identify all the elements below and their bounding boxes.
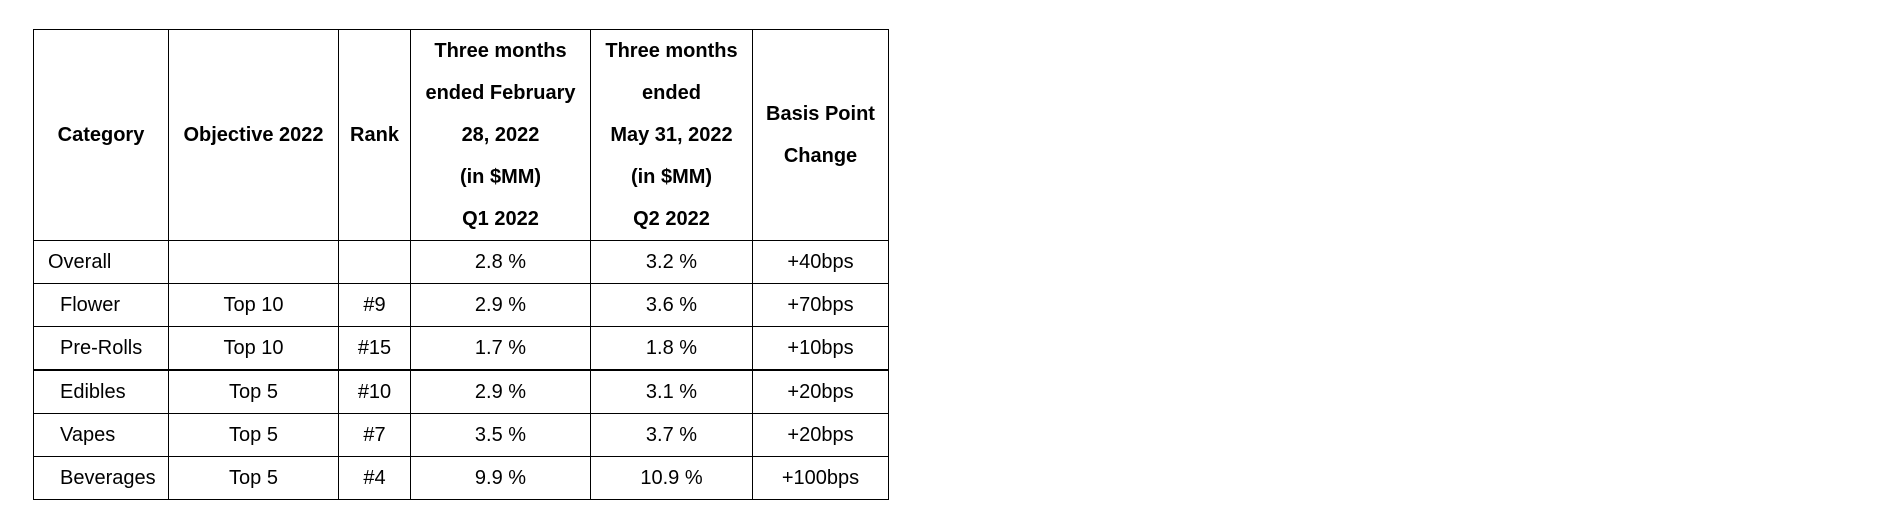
cell-objective: Top 5 bbox=[169, 370, 339, 414]
cell-objective: Top 5 bbox=[169, 414, 339, 457]
table-row bbox=[34, 370, 889, 414]
cell-q2: 1.8 % bbox=[591, 327, 753, 371]
header-q2-line: (in $MM) bbox=[630, 166, 713, 188]
header-q2-line: Q2 2022 bbox=[633, 208, 710, 230]
header-category: Category bbox=[34, 30, 169, 241]
table-row bbox=[34, 241, 889, 284]
cell-q2: 3.7 % bbox=[591, 414, 753, 457]
cell-objective: Top 10 bbox=[169, 327, 339, 371]
cell-category: Flower bbox=[34, 284, 169, 327]
header-row bbox=[34, 30, 889, 241]
header-q2-line: May 31, 2022 bbox=[610, 124, 733, 146]
header-basis-point-change bbox=[753, 30, 889, 241]
table-row bbox=[34, 414, 889, 457]
cell-bps: +20bps bbox=[753, 370, 889, 414]
cell-q1: 1.7 % bbox=[411, 327, 591, 371]
header-bps-line: Change bbox=[783, 145, 858, 167]
cell-rank: #10 bbox=[339, 370, 411, 414]
header-q2-line: Three months bbox=[605, 40, 738, 62]
cell-q2: 3.6 % bbox=[591, 284, 753, 327]
cell-rank: #7 bbox=[339, 414, 411, 457]
cell-bps: +40bps bbox=[753, 241, 889, 284]
header-q1-line: (in $MM) bbox=[459, 166, 542, 188]
cell-category: Vapes bbox=[34, 414, 169, 457]
cell-q1: 2.8 % bbox=[411, 241, 591, 284]
header-q1-line: Q1 2022 bbox=[462, 208, 539, 230]
market-share-table-container bbox=[33, 29, 889, 500]
cell-bps: +20bps bbox=[753, 414, 889, 457]
cell-objective: Top 5 bbox=[169, 457, 339, 500]
cell-bps: +100bps bbox=[753, 457, 889, 500]
cell-q2: 3.2 % bbox=[591, 241, 753, 284]
header-q1-line: Three months bbox=[434, 40, 567, 62]
cell-rank: #4 bbox=[339, 457, 411, 500]
cell-q1: 2.9 % bbox=[411, 370, 591, 414]
cell-q2: 10.9 % bbox=[591, 457, 753, 500]
cell-category: Beverages bbox=[34, 457, 169, 500]
cell-category: Edibles bbox=[34, 370, 169, 414]
cell-q1: 2.9 % bbox=[411, 284, 591, 327]
header-objective: Objective 2022 bbox=[169, 30, 339, 241]
cell-q2: 3.1 % bbox=[591, 370, 753, 414]
header-q2 bbox=[591, 30, 753, 241]
market-share-table bbox=[33, 29, 889, 500]
cell-category: Pre-Rolls bbox=[34, 327, 169, 371]
cell-bps: +10bps bbox=[753, 327, 889, 371]
cell-objective bbox=[169, 241, 339, 284]
header-bps-line: Basis Point bbox=[766, 103, 875, 125]
table-row bbox=[34, 284, 889, 327]
cell-objective: Top 10 bbox=[169, 284, 339, 327]
cell-q1: 3.5 % bbox=[411, 414, 591, 457]
table-row bbox=[34, 327, 889, 371]
header-q1-line: ended February bbox=[425, 82, 576, 104]
table-row bbox=[34, 457, 889, 500]
cell-rank: #9 bbox=[339, 284, 411, 327]
header-q1-line: 28, 2022 bbox=[461, 124, 540, 146]
cell-category: Overall bbox=[34, 241, 169, 284]
cell-bps: +70bps bbox=[753, 284, 889, 327]
header-rank: Rank bbox=[339, 30, 411, 241]
cell-rank: #15 bbox=[339, 327, 411, 371]
header-q2-line: ended bbox=[642, 82, 701, 104]
cell-rank bbox=[339, 241, 411, 284]
header-q1 bbox=[411, 30, 591, 241]
cell-q1: 9.9 % bbox=[411, 457, 591, 500]
